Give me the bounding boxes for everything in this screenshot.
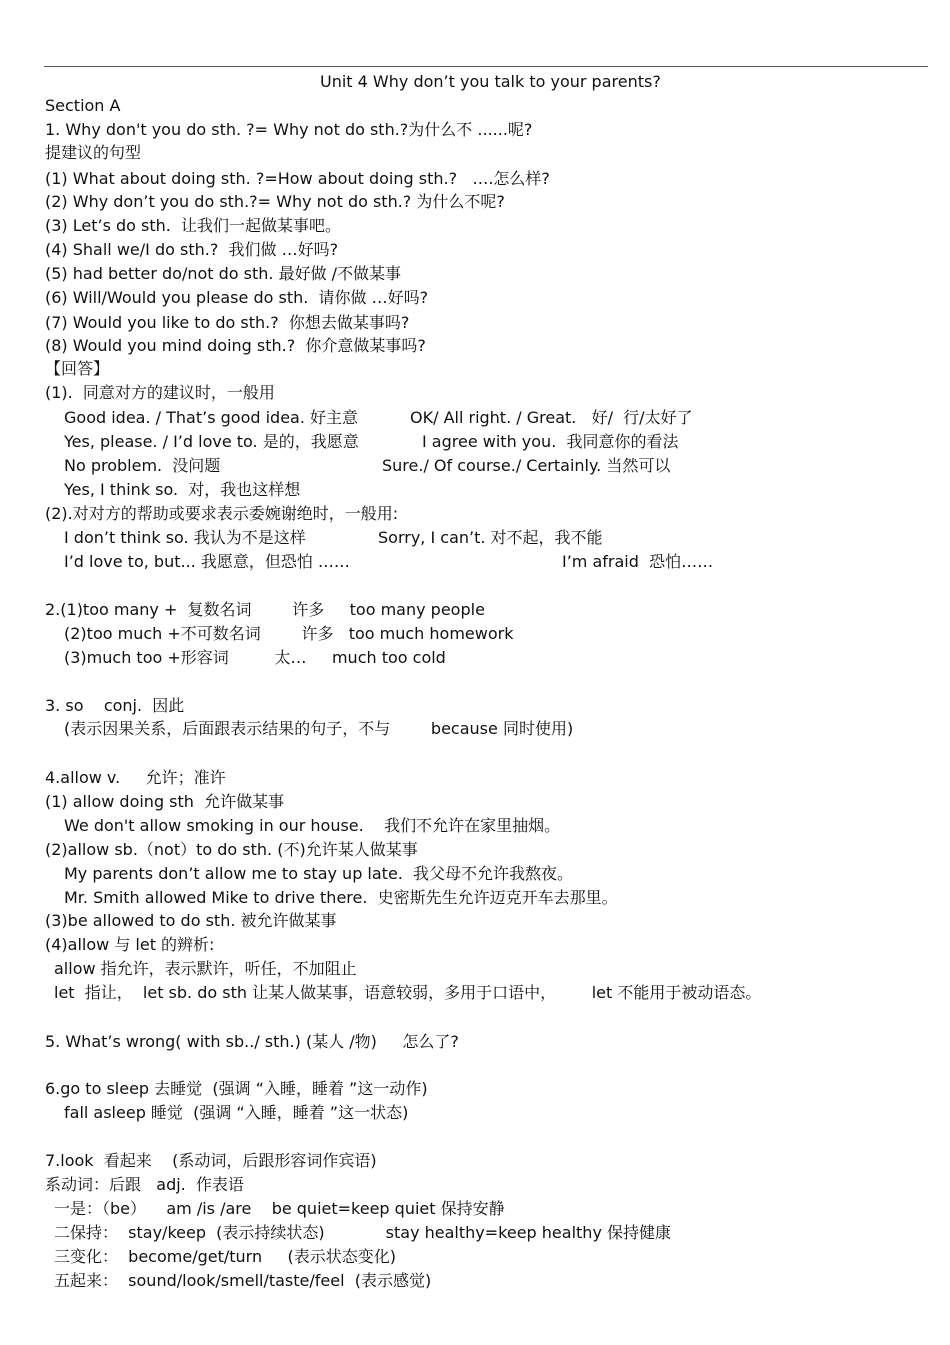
agree-phrase: Yes, please. / I’d love to. 是的，我愿意 xyxy=(64,432,359,451)
agree-phrase: I agree with you. 我同意你的看法 xyxy=(422,432,679,451)
example-sentence: Mr. Smith allowed Mike to drive there. 史密斯先生允许迈克开车去那里。 xyxy=(64,888,618,907)
answer-heading: 【回答】 xyxy=(45,359,110,378)
point-4-line: (2)allow sb.（not）to do sth. (不)允许某人做某事 xyxy=(45,840,418,859)
suggestion-item: (5) had better do/not do sth. 最好做 /不做某事 xyxy=(45,264,402,283)
agree-phrase: Sure./ Of course./ Certainly. 当然可以 xyxy=(382,456,671,475)
point-2-line: (2)too much +不可数名词 许多 too much homework xyxy=(64,624,514,643)
point-2-line: 2.(1)too many + 复数名词 许多 too many people xyxy=(45,600,485,619)
point-4-line: allow 指允许，表示默许，听任，不加阻止 xyxy=(54,959,357,978)
page-title: Unit 4 Why don’t you talk to your parents? xyxy=(320,72,661,91)
agree-phrase: Good idea. / That’s good idea. 好主意 xyxy=(64,408,359,427)
point-5-line: 5. What’s wrong( with sb../ sth.) (某人 /物) 怎么了? xyxy=(45,1032,459,1051)
header-rule xyxy=(44,66,928,67)
agree-phrase: No problem. 没问题 xyxy=(64,456,221,475)
suggestion-item: (4) Shall we/I do sth.? 我们做 …好吗? xyxy=(45,240,339,259)
section-label: Section A xyxy=(45,96,121,115)
point-7-line: 三变化： become/get/turn (表示状态变化) xyxy=(54,1247,397,1266)
agree-heading: (1). 同意对方的建议时，一般用 xyxy=(45,383,275,402)
refuse-heading: (2).对对方的帮助或要求表示委婉谢绝时，一般用: xyxy=(45,504,399,523)
point-2-line: (3)much too +形容词 太… much too cold xyxy=(64,648,446,667)
suggestion-item: (2) Why don’t you do sth.?= Why not do sth.? 为什么不呢? xyxy=(45,192,505,211)
point-1-subheading: 提建议的句型 xyxy=(45,143,142,162)
example-sentence: My parents don’t allow me to stay up late. 我父母不允许我熬夜。 xyxy=(64,864,574,883)
refuse-phrase: I’m afraid 恐怕…… xyxy=(562,552,714,571)
point-4-line: (3)be allowed to do sth. 被允许做某事 xyxy=(45,911,337,930)
point-3-line: 3. so conj. 因此 xyxy=(45,696,185,715)
refuse-phrase: I’d love to, but... 我愿意，但恐怕 …… xyxy=(64,552,350,571)
suggestion-item: (1) What about doing sth. ?=How about doing sth.? ….怎么样? xyxy=(45,169,550,188)
point-6-line: fall asleep 睡觉 (强调 “入睡，睡着 ”这一状态) xyxy=(64,1103,409,1122)
refuse-phrase: Sorry, I can’t. 对不起，我不能 xyxy=(378,528,603,547)
point-7-line: 系动词：后跟 adj. 作表语 xyxy=(45,1175,244,1194)
suggestion-item: (6) Will/Would you please do sth. 请你做 …好吗? xyxy=(45,288,429,307)
point-1-heading: 1. Why don't you do sth. ?= Why not do sth.?为什么不 ......呢? xyxy=(45,120,533,139)
suggestion-item: (3) Let’s do sth. 让我们一起做某事吧。 xyxy=(45,216,342,235)
example-sentence: We don't allow smoking in our house. 我们不允许在家里抽烟。 xyxy=(64,816,561,835)
point-7-line: 二保持： stay/keep (表示持续状态) stay healthy=keep healthy 保持健康 xyxy=(54,1223,671,1242)
agree-phrase: OK/ All right. / Great. 好/ 行/太好了 xyxy=(410,408,693,427)
point-4-line: 4.allow v. 允许；准许 xyxy=(45,768,226,787)
suggestion-item: (8) Would you mind doing sth.? 你介意做某事吗? xyxy=(45,336,426,355)
suggestion-item: (7) Would you like to do sth.? 你想去做某事吗? xyxy=(45,313,410,332)
point-4-line: let 指让， let sb. do sth 让某人做某事，语意较弱，多用于口语中， let 不能用于被动语态。 xyxy=(54,983,762,1002)
point-4-line: (1) allow doing sth 允许做某事 xyxy=(45,792,285,811)
agree-phrase: Yes, I think so. 对，我也这样想 xyxy=(64,480,301,499)
point-7-line: 五起来： sound/look/smell/taste/feel (表示感觉) xyxy=(54,1271,432,1290)
point-3-line: (表示因果关系，后面跟表示结果的句子，不与 because 同时使用) xyxy=(64,719,574,738)
point-4-line: (4)allow 与 let 的辨析: xyxy=(45,935,215,954)
refuse-phrase: I don’t think so. 我认为不是这样 xyxy=(64,528,306,547)
point-7-line: 一是：（be） am /is /are be quiet=keep quiet 保持安静 xyxy=(54,1199,505,1218)
point-7-line: 7.look 看起来 (系动词，后跟形容词作宾语) xyxy=(45,1151,377,1170)
point-6-line: 6.go to sleep 去睡觉 (强调 “入睡，睡着 ”这一动作) xyxy=(45,1079,428,1098)
